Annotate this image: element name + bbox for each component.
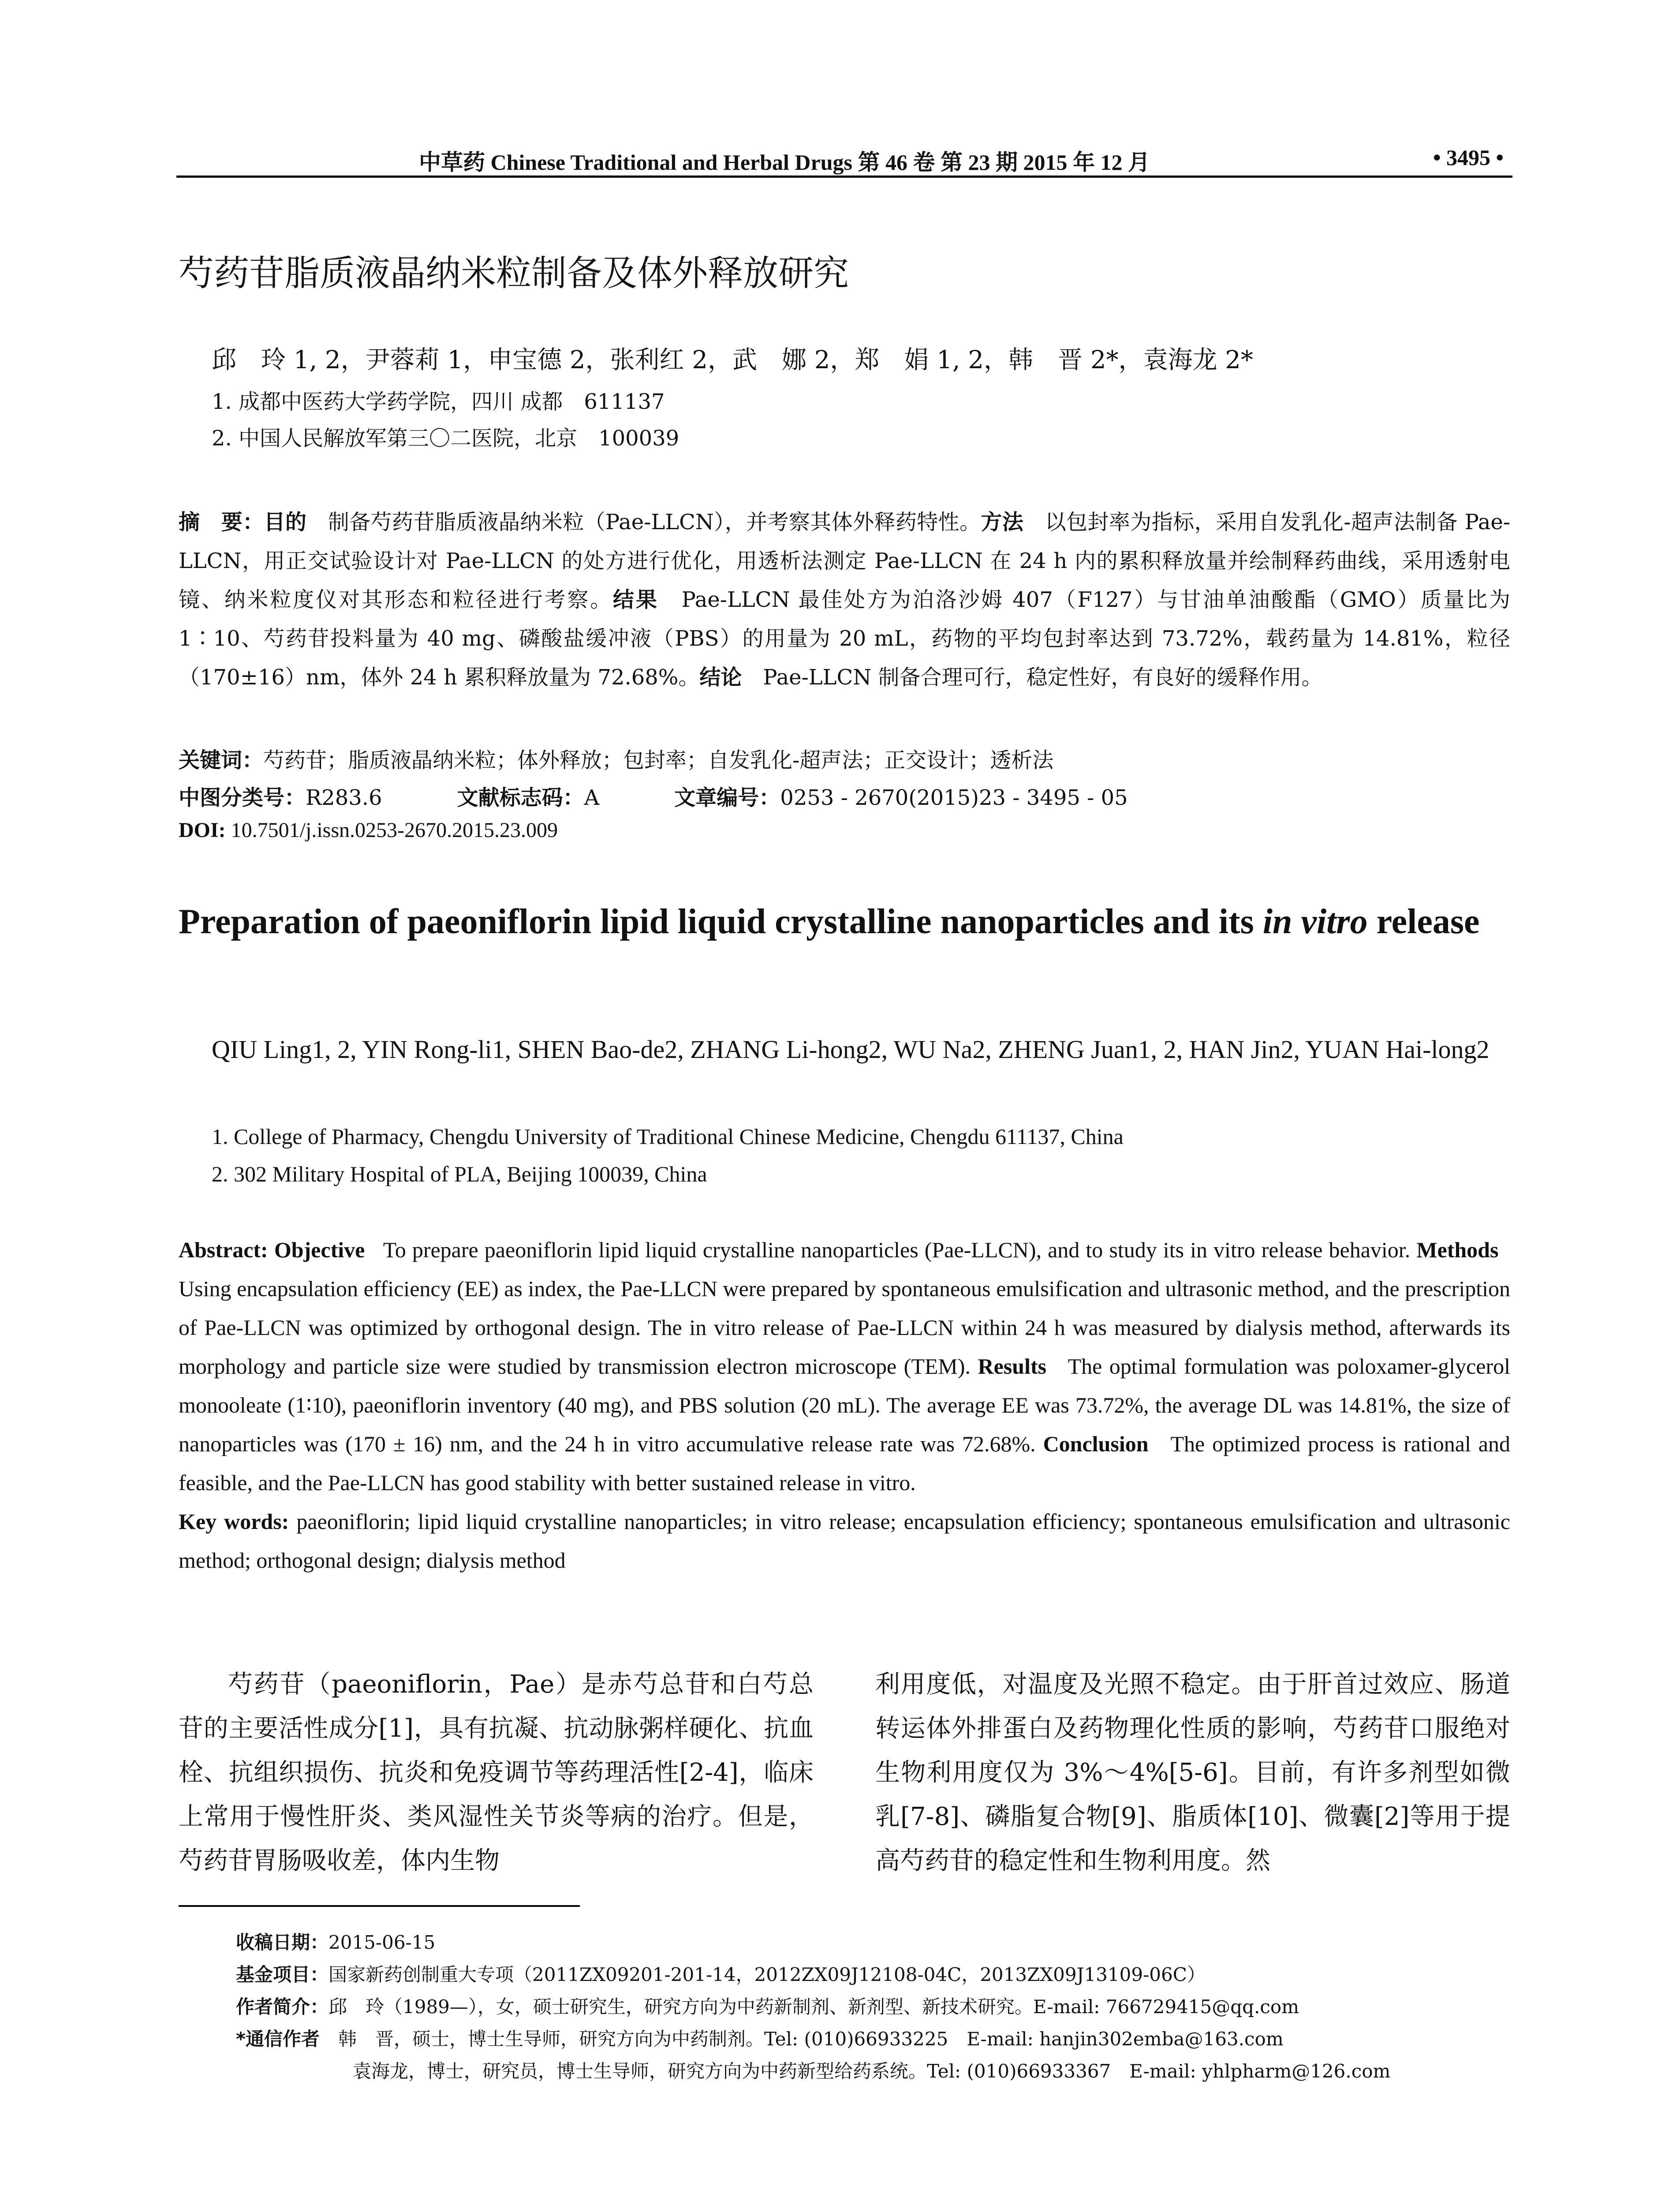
doi-label: DOI: (179, 818, 226, 842)
keywords-en-text: paeoniflorin; lipid liquid crystalline nanoparticles; in vitro release; encapsulation efficiency; spontaneous emulsification and ultrasonic method; orthogonal design; dialysis method (179, 1509, 1510, 1573)
doc-code-value: A (584, 785, 600, 810)
running-header (176, 140, 1512, 178)
authors-english: QIU Ling1, 2, YIN Rong-li1, SHEN Bao-de2, ZHANG Li-hong2, WU Na2, ZHENG Juan1, 2, HAN Jin2, YUAN Hai-long2 (212, 1035, 1490, 1064)
keywords-cn-label: 关键词： (179, 748, 264, 773)
page-number: • 3495 • (1433, 145, 1504, 170)
abstract-english (179, 1230, 1510, 1580)
keywords-en-label: Key words: (179, 1509, 289, 1534)
affiliation-cn-1: 1. 成都中医药大学药学院，四川 成都 611137 (212, 389, 665, 414)
affiliation-en-2: 2. 302 Military Hospital of PLA, Beijing 100039, China (212, 1162, 707, 1186)
doi-link[interactable]: 10.7501/j.issn.0253-2670.2015.23.009 (231, 818, 558, 842)
affiliation-en-1: 1. College of Pharmacy, Chengdu University of Traditional Chinese Medicine, Chengdu 611137, China (212, 1124, 1124, 1149)
article-no-value: 0253 - 2670(2015)23 - 3495 - 05 (780, 785, 1128, 810)
author-bio-label: 作者简介： (236, 1996, 329, 2018)
received-label: 收稿日期： (236, 1932, 329, 1953)
title-chinese: 芍药苷脂质液晶纳米粒制备及体外释放研究 (179, 253, 849, 294)
methods-cn-label: 方法 (981, 510, 1024, 534)
conclusion-cn-text: Pae-LLCN 制备合理可行，稳定性好，有良好的缓释作用。 (742, 665, 1323, 690)
footnote-author (236, 1992, 1299, 2019)
classification-line (179, 781, 1128, 811)
keywords-english (179, 1502, 1510, 1580)
keywords-cn-text: 芍药苷；脂质液晶纳米粒；体外释放；包封率；自发乳化-超声法；正交设计；透析法 (263, 748, 1054, 773)
author-bio-value: 邱 玲（1989—），女，硕士研究生，研究方向为中药新制剂、新剂型、新技术研究。E-mail: 766729415@qq.com (329, 1996, 1299, 2018)
title-en-italic: in vitro (1262, 902, 1368, 941)
keywords-chinese (179, 743, 1053, 774)
article-no-label: 文章编号： (674, 785, 780, 810)
body-column-right: 利用度低，对温度及光照不稳定。由于肝首过效应、肠道转运体外排蛋白及药物理化性质的影响，芍药苷口服绝对生物利用度仅为 3%～4%[5-6]。目前，有许多剂型如微乳[7-8]、磷脂复合物[9]、脂质体[10]、微囊[2]等用于提高芍药苷的稳定性和生物利用度。然 (875, 1670, 1510, 1875)
conclusion-en-label: Conclusion (1043, 1431, 1149, 1456)
methods-en-text: Using encapsulation efficiency (EE) as index, the Pae-LLCN were prepared by spontaneous emulsification and ultrasonic method, and the prescription of Pae-LLCN was optimized by orthogonal design. The in vitro release of Pae-LLCN within 24 h was measured by dialysis method, afterwards its morphology and particle size were studied by transmission electron microscope (TEM). (179, 1276, 1510, 1379)
title-en-part1: Preparation of paeoniflorin lipid liquid crystalline nanoparticles and its (179, 902, 1263, 941)
results-cn-text: Pae-LLCN 最佳处方为泊洛沙姆 407（F127）与甘油单油酸酯（GMO）质量比为 1∶10、芍药苷投料量为 40 mg、磷酸盐缓冲液（PBS）的用量为 20 mL，药物的平均包封率达到 73.72%，载药量为 14.81%，粒径（170±16）nm，体外 24 h 累积释放量为 72.68%。 (179, 587, 1510, 690)
objective-en-label: Objective (274, 1237, 365, 1262)
journal-info: 中草药 Chinese Traditional and Herbal Drugs 第 46 卷 第 23 期 2015 年 12 月 (419, 150, 1150, 175)
objective-en-text: To prepare paeoniflorin lipid liquid crystalline nanoparticles (Pae-LLCN), and to study its in vitro release behavior. (383, 1237, 1411, 1262)
clc-value: R283.6 (306, 785, 382, 810)
methods-en-label: Methods (1416, 1237, 1499, 1262)
footnote-corresponding (236, 2025, 1284, 2051)
results-cn-label: 结果 (613, 587, 659, 612)
clc-label: 中图分类号： (179, 785, 306, 810)
objective-cn-label: 目的 (264, 510, 307, 534)
doc-code-label: 文献标志码： (457, 785, 584, 810)
abstract-cn-label: 摘 要： (179, 510, 264, 534)
conclusion-en-text: The optimized process is rational and feasible, and the Pae-LLCN has good stability with better sustained release in vitro. (179, 1431, 1510, 1495)
objective-cn-text: 制备芍药苷脂质液晶纳米粒（Pae-LLCN），并考察其体外释药特性。 (306, 510, 981, 534)
body-column-left: 芍药苷（paeoniflorin，Pae）是赤芍总苷和白芍总苷的主要活性成分[1]，具有抗凝、抗动脉粥样硬化、抗血栓、抗组织损伤、抗炎和免疫调节等药理活性[2-4]，临床上常用于慢性肝炎、类风湿性关节炎等病的治疗。但是，芍药苷胃肠吸收差，体内生物 (179, 1670, 814, 1875)
footnote-received (236, 1928, 435, 1955)
footnote-divider (179, 1905, 580, 1907)
title-english (179, 895, 1510, 948)
footnote-fund (236, 1960, 1206, 1987)
results-en-text: The optimal formulation was poloxamer-glycerol monooleate (1∶10), paeoniflorin inventory (40 mg), and PBS solution (20 mL). The average EE was 73.72%, the average DL was 14.81%, the size of nanoparticles was (170 ± 16) nm, and the 24 h in vitro accumulative release rate was 72.68%. (179, 1354, 1510, 1456)
affiliation-cn-2: 2. 中国人民解放军第三〇二医院，北京 100039 (212, 426, 679, 451)
title-en-part2: release (1367, 902, 1480, 941)
fund-value: 国家新药创制重大专项（2011ZX09201-201-14，2012ZX09J12108-04C，2013ZX09J13109-06C） (329, 1964, 1206, 1985)
received-value: 2015-06-15 (329, 1932, 436, 1953)
methods-cn-text: 以包封率为指标，采用自发乳化-超声法制备 Pae-LLCN，用正交试验设计对 Pae-LLCN 的处方进行优化，用透析法测定 Pae-LLCN 在 24 h 内的累积释放量并绘制释药曲线，采用透射电镜、纳米粒度仪对其形态和粒径进行考察。 (179, 510, 1510, 612)
corresponding-1: 韩 晋，硕士，博士生导师，研究方向为中药制剂。Tel: (010)66933225 E-mail: hanjin302emba@163.com (319, 2028, 1284, 2050)
footnote-corresponding-2: 袁海龙，博士，研究员，博士生导师，研究方向为中药新型给药系统。Tel: (010)66933367 E-mail: yhlpharm@126.com (353, 2060, 1391, 2082)
conclusion-cn-label: 结论 (699, 665, 742, 690)
fund-label: 基金项目： (236, 1964, 329, 1985)
abstract-chinese (179, 503, 1510, 697)
corresponding-label: *通信作者 (236, 2028, 320, 2050)
abstract-en-label: Abstract: (179, 1237, 268, 1262)
authors-chinese: 邱 玲 1, 2，尹蓉莉 1，申宝德 2，张利红 2，武 娜 2，郑 娟 1, 2，韩 晋 2*，袁海龙 2* (212, 346, 1253, 374)
results-en-label: Results (978, 1354, 1047, 1379)
doi-line (179, 818, 558, 842)
